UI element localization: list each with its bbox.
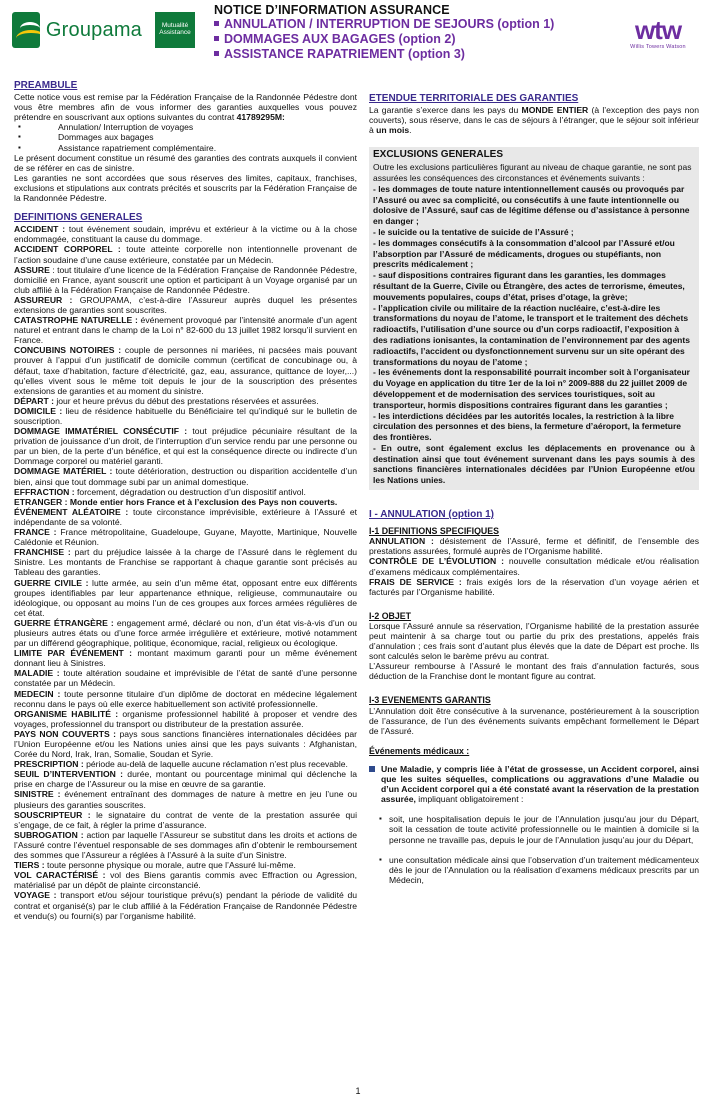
definition-term: CATASTROPHE NATURELLE : <box>14 315 138 326</box>
territoriale-text: . <box>409 125 412 136</box>
definition-text: : tout titulaire d’une licence de la Fédération Française de Randonnée Pédestre, domicilié en France, ayant souscrit une option et participant à un Voyage organisé par un club affilié à la Fédération Française de Randonnée Pédestre. <box>14 264 357 295</box>
definition-text: forcement, dégradation ou destruction d’un dispositif antivol. <box>74 486 306 497</box>
definition-term: GUERRE CIVILE : <box>14 577 89 588</box>
definition-term: ORGANISME HABILITÉ : <box>14 708 119 719</box>
preambule-paragraph-3: Les garanties ne sont accordées que sous réserves des limites, capitaux, franchises, exclusions et stipulations aux contrats précités et souscrits par la Fédération Française de la Randonnée Pédestre. <box>14 172 357 204</box>
definition-text: pays sous sanctions financières internationales décidées par l’Union Européenne et/ou les Nations unies ainsi que les pays suivants : Afghanistan, Corée du Nord, Irak, Iran, Somalie, Soudan et Syrie. <box>14 728 357 760</box>
specific-definition-term: ANNULATION : <box>369 536 434 547</box>
definition-text: période au-delà de laquelle aucune réclamation n’est plus recevable. <box>83 759 348 770</box>
definition-term: VOL CARACTÉRISÉ : <box>14 870 106 881</box>
definition-item <box>14 668 357 688</box>
definition-item <box>14 618 357 648</box>
definition-term: FRANCHISE : <box>14 547 71 558</box>
definition-term: ACCIDENT : <box>14 224 66 235</box>
definition-term: DOMMAGE IMMATÉRIEL CONSÉCUTIF : <box>14 426 188 437</box>
definition-item <box>14 466 357 486</box>
exclusion-item: - l’application civile ou militaire de la réaction nucléaire, c’est-à-dire les transformations du noyau de l’atome, le transport et le traitement des déchets radioactifs, l’utilisation d’une source ou d’un corps radioactif, l’exposition à des radiations ionisantes, la contamination de l’environnement par des agents radioactifs, l’accident ou dysfonctionnement survenu sur un site opérant des transformations du noyau de l’atome ; <box>373 302 690 367</box>
definition-item <box>14 860 357 870</box>
definition-text: toute altération soudaine et imprévisible de l’état de santé d’une personne constatée par un Médecin. <box>14 668 357 689</box>
preambule-paragraph-2: Le présent document constitue un résumé des garanties des contrats auxquels il convient de se référer en cas de sinistre. <box>14 152 357 173</box>
definition-text: montant maximum garanti pour un même événement donnant lieu à Sinistres. <box>14 648 357 669</box>
subsection-heading-i1: I-1 DEFINITIONS SPECIFIQUES <box>369 526 500 537</box>
definition-item <box>14 265 357 295</box>
specific-definition-text: nouvelle consultation médicale et/ou réalisation d’examens médicaux complémentaires. <box>369 556 699 577</box>
exclusion-item: - En outre, sont également exclus les déplacements en provenance ou à destination ainsi que tout événement survenant dans les pays soumis à des sanctions financières internationales décidées par l’Union Européenne et/ou les Nations unies. <box>373 442 695 486</box>
specific-definition-text: désistement de l’Assuré, ferme et définitif, de l’ensemble des prestations assurées, formulé auprès de l’Organisme habilité. <box>369 536 699 557</box>
preambule-bullet-1 <box>18 122 357 132</box>
evenements-paragraph: L’Annulation doit être consécutive à la survenance, postérieurement à la souscription de l’assurance, de l’un des événements suivants empêchant formellement le Départ de l’Assuré. <box>369 705 699 736</box>
definition-item <box>14 689 357 709</box>
objet-paragraph-2: L’Assureur rembourse à l’Assuré le montant des frais d’annulation facturés, sous déduction de la Franchise dont le montant figure au contrat. <box>369 661 699 682</box>
definition-item <box>14 497 357 507</box>
definition-term: TIERS : <box>14 860 45 871</box>
groupama-logo <box>12 12 142 48</box>
specific-definition-item <box>369 577 699 597</box>
definition-term: MALADIE : <box>14 668 60 679</box>
definition-text: le signataire du contrat de vente de la prestation assurée qui s’engage, de ce fait, à régler la prime d’assurance. <box>14 809 357 830</box>
option-title-3 <box>214 47 604 62</box>
definition-term: DOMICILE : <box>14 405 63 416</box>
definition-item <box>14 244 357 264</box>
definition-term: ACCIDENT CORPOREL : <box>14 244 121 255</box>
definition-text: Monde entier hors France et à l’exclusion des Pays non couverts. <box>67 496 338 507</box>
definition-text: vol des Biens garantis commis avec Effraction ou Agression, matérialisé par un dépôt de plainte circonstancié. <box>14 870 357 891</box>
definition-text: France métropolitaine, Guadeloupe, Guyane, Mayotte, Martinique, Nouvelle Calédonie et Réunion. <box>14 527 357 548</box>
definition-item <box>14 810 357 830</box>
definition-term: EFFRACTION : <box>14 486 75 497</box>
wtw-logo-subtitle: Willis Towers Watson <box>630 44 686 50</box>
territoriale-paragraph <box>369 105 699 135</box>
specific-definition-item <box>369 556 699 576</box>
territoriale-monde-entier: MONDE ENTIER <box>521 105 589 116</box>
option-title-2-text: DOMMAGES AUX BAGAGES (option 2) <box>224 32 456 46</box>
definition-term: DÉPART : <box>14 395 54 406</box>
exclusion-item: - sauf dispositions contraires figurant dans les garanties, les dommages résultant de la Guerre, Civile ou Étrangère, des actes de terrorisme, émeutes, mouvements populaires, coups d’état, prises d’otage, la grève; <box>373 270 685 302</box>
specific-definition-text: frais exigés lors de la réservation d’un voyage aérien et facturés par l’Organisme habilité. <box>369 576 699 597</box>
exclusion-item: - les événements dont la responsabilité pourrait incomber soit à l’organisateur du Voyage en application du titre 1er de la loi n° 2009-888 du 22 juillet 2009 de développement et de modernisation des services touristiques, soit au transporteur, hormis dispositions contraires figurant dans les garanties ; <box>373 367 690 410</box>
definition-text: tout événement soudain, imprévu et extérieur à la victime ou à la chose endommagée, constituant la cause du dommage. <box>14 224 358 245</box>
definition-term: SINISTRE : <box>14 789 61 800</box>
definition-term: SUBROGATION : <box>14 829 84 840</box>
definition-item <box>14 295 357 315</box>
definition-term: MEDECIN : <box>14 688 61 699</box>
medical-events-heading: Événements médicaux : <box>369 745 470 756</box>
definition-text: toute personne physique ou morale, autre que l’Assuré lui-même. <box>44 860 296 871</box>
notice-title-block <box>214 3 604 62</box>
definition-text: action par laquelle l’Assureur se substitut dans les droits et actions de l’Assuré contre l’éventuel responsable de ses dommages afin d’obtenir le remboursement des sommes que l’Assureur a réglées à l’Assuré à la suite d’un Sinistre. <box>14 829 357 861</box>
specific-definition-item <box>369 536 699 556</box>
definition-term: SEUIL D’INTERVENTION : <box>14 769 123 780</box>
definition-term: ETRANGER : <box>14 496 68 507</box>
notice-title: NOTICE D’INFORMATION ASSURANCE <box>214 3 450 17</box>
subsection-heading-i2: I-2 OBJET <box>369 610 412 621</box>
preambule-bullet-3 <box>18 143 357 153</box>
mutualite-logo-line1: Mutualité <box>161 22 189 29</box>
definition-text: durée, montant ou pourcentage minimal qui déclenche la prise en charge de l’Assureur ou la mise en œuvre de sa garantie. <box>14 769 357 790</box>
definition-item <box>14 487 357 497</box>
definition-item <box>14 547 357 577</box>
exclusion-item: - les dommages de toute nature intentionnellement causés ou provoqués par l’Assuré ou avec sa complicité, ou consécutifs à une faute intentionnelle ou dolosive de l’Assuré, sauf cas de légitime défense ou d’assistance à personne en danger ; <box>373 183 690 227</box>
bullet-square-icon <box>214 51 219 56</box>
option-title-2 <box>214 32 604 47</box>
definition-item <box>14 578 357 618</box>
groupama-logo-text: Groupama <box>45 18 142 41</box>
preambule-text: Cette notice vous est remise par la Fédération Française de la Randonnée Pédestre dont vous être membres afin de vous informer des garanties auxquelles vous pouvez prétendre en souscrivant aux options suivantes du contrat <box>14 92 357 123</box>
section-heading-definitions: DEFINITIONS GENERALES <box>14 212 143 224</box>
territoriale-duration: un mois <box>376 125 410 136</box>
definition-text: engagement armé, déclaré ou non, d’un état vis-à-vis d’un ou plusieurs autres états ou d’une force armée irrégulière et extérieure, motivé notamment par un différend géographique, politique, économique, racial, religieux ou écologique. <box>14 617 358 649</box>
definitions-list <box>14 224 357 920</box>
definition-term: DOMMAGE MATÉRIEL : <box>14 466 113 477</box>
definition-text: part du préjudice laissée à la charge de l’Assuré dans le règlement du Sinistre. Les montants de Franchise se rapportant à chaque garantie sont précisés au Tableau des garanties. <box>14 547 358 578</box>
preambule-paragraph-1 <box>14 92 357 122</box>
exclusions-box <box>369 147 699 490</box>
medical-condition-1: ▪ soit, une hospitalisation depuis le jour de l’Annulation jusqu’au jour du Départ, soit la cessation de toute activité professionnelle ou le maintien à domicile si la personne ne travaille pas, depuis le jour de l’Annulation jusqu’au jour du Départ, <box>379 814 699 844</box>
preambule-bullet-text: Dommages aux bagages <box>58 132 154 143</box>
definition-text: tout préjudice pécuniaire résultant de la privation de jouissance d’un droit, de l’interruption d’un service rendu par une personne ou par un bien, de la perte d’un bénéfice, et qui est la conséquence directe ou indirecte d’un Dommage corporel ou matériel garanti. <box>14 426 358 467</box>
right-column <box>369 80 699 885</box>
medical-event-item <box>369 764 699 804</box>
exclusion-item: - le suicide ou la tentative de suicide de l’Assuré ; <box>373 226 574 237</box>
definition-text: jour et heure prévus du début des prestations réservées et assurées. <box>53 395 319 406</box>
option-title-1-text: ANNULATION / INTERRUPTION DE SEJOURS (option 1) <box>224 17 555 31</box>
exclusions-intro: Outre les exclusions particulières figurant au niveau de chaque garantie, ne sont pas assurées les conséquences des circonstances et événements suivants : <box>373 162 692 183</box>
territoriale-text: La garantie s’exerce dans les pays du <box>369 105 522 116</box>
definition-text: lieu de résidence habituelle du Bénéficiaire tel qu’indiqué sur le bulletin de souscription. <box>14 405 357 426</box>
definition-term: VOYAGE : <box>14 890 57 901</box>
definition-item <box>14 890 357 920</box>
territoriale-text: (à l’exception des pays non couverts), sous réserve, dans le cas de séjours à l’étranger, que le séjour soit inférieur à <box>369 105 699 136</box>
definition-term: PAYS NON COUVERTS : <box>14 728 117 739</box>
definition-text: toute détérioration, destruction ou disparition accidentelle d’un bien, ainsi que tout dommage subi par un animal domestique. <box>14 466 357 487</box>
definition-text: organisme professionnel habilité à proposer et vendre des voyages, professionnel du transport ou distributeur de la prestation assurée. <box>14 708 357 729</box>
preambule-bullet-text: Annulation/ Interruption de voyages <box>58 122 194 133</box>
definition-item <box>14 527 357 547</box>
definition-text: toute atteinte corporelle non intentionnelle provenant de l’action soudaine d’une cause extérieure, constatée par un Médecin. <box>14 244 357 265</box>
option-title-3-text: ASSISTANCE RAPATRIEMENT (option 3) <box>224 47 465 61</box>
definition-text: transport et/ou séjour touristique prévu(s) pendant la période de validité du contrat et organisé(s) par le club affilié à la Fédération Française de Randonnée Pédestre et vendu(s) ou fourni(s) par l’organisme habilité. <box>14 890 358 921</box>
definition-item <box>14 830 357 860</box>
definition-text: toute personne titulaire d’un diplôme de doctorat en médecine légalement reconnu dans le pays où elle exerce habituellement son activité professionnelle. <box>14 688 357 709</box>
contract-number: 41789295M: <box>236 112 285 123</box>
preambule-bullet-2 <box>18 132 357 142</box>
definition-text: événement entraînant des dommages de nature à mettre en jeu l’une ou plusieurs des garanties souscrites. <box>14 789 357 810</box>
definition-item <box>14 345 357 395</box>
definition-item <box>14 426 357 466</box>
definition-text: couple de personnes ni mariées, ni pacsées mais pouvant prouver à l’appui d’un justificatif de domicile commun (certificat de concubinage ou, à défaut, taxe d’habitation, facture d’électricité, gaz, eau, assurance, quittance de loyer,...) qu’elles vivent sous le même toit depuis le jour de la souscription des présentes extensions de garanties et au moment du sinistre. <box>14 345 357 396</box>
definition-item <box>14 396 357 406</box>
definition-text: toute circonstance imprévisible, extérieure à l’Assuré et indépendante de sa volonté. <box>14 506 357 527</box>
definition-item <box>14 406 357 426</box>
definition-term: SOUSCRIPTEUR : <box>14 809 91 820</box>
definition-item <box>14 870 357 890</box>
wtw-logo <box>608 16 708 50</box>
definition-text: GROUPAMA, c’est-à-dire l’Assureur auprès duquel les présentes extensions de garanties sont souscrites. <box>14 294 357 315</box>
definition-term: GUERRE ÉTRANGÈRE : <box>14 617 114 628</box>
page-number: 1 <box>355 1086 361 1096</box>
document-header <box>0 0 716 78</box>
definition-term: LIMITE PAR ÉVÉNEMENT : <box>14 648 132 659</box>
definition-item <box>14 759 357 769</box>
definition-term: CONCUBINS NOTOIRES : <box>14 345 122 356</box>
wtw-logo-mark: wtw <box>634 15 682 45</box>
definition-item <box>14 709 357 729</box>
exclusions-list <box>373 184 695 486</box>
definition-text: lutte armée, au sein d’un même état, opposant entre eux différents groupes identifiables par leur appartenance ethnique, religieuse, communautaire ou idéologique, ou opposant au moins l’un de ces groupes aux forces armées régulières de cet état. <box>14 577 357 618</box>
bullet-square-icon <box>214 21 219 26</box>
definition-term: PRESCRIPTION : <box>14 759 84 770</box>
definition-item <box>14 224 357 244</box>
section-heading-annulation: I - ANNULATION (option 1) <box>369 509 494 521</box>
definition-term: ÉVÉNEMENT ALÉATOIRE : <box>14 506 129 517</box>
definition-term: FRANCE : <box>14 527 57 538</box>
definition-item <box>14 769 357 789</box>
definition-item <box>14 507 357 527</box>
definition-item <box>14 648 357 668</box>
subsection-heading-i3: I-3 EVENEMENTS GARANTIS <box>369 695 491 706</box>
definition-term: ASSUREUR : <box>14 294 73 305</box>
medical-event-text: Une Maladie, y compris liée à l’état de grossesse, un Accident corporel, ainsi que les suites séquelles, complications ou aggravations d’une Maladie ou d’un Accident corporel qui a été constaté avant la réservation de la prestation assurée, <box>381 763 699 805</box>
definition-item <box>14 729 357 759</box>
bullet-square-icon <box>214 36 219 41</box>
medical-condition-2: ▪ une consultation médicale ainsi que l’observation d’un traitement médicamenteux dès le jour de l’Annulation ou la réalisation d’examens médicaux prescrits par un Médecin, <box>379 855 699 885</box>
definition-item <box>14 789 357 809</box>
section-heading-preambule: PREAMBULE <box>14 80 78 91</box>
left-column <box>14 80 357 921</box>
specific-definition-term: CONTRÔLE DE L’ÉVOLUTION : <box>369 556 504 567</box>
specific-definition-term: FRAIS DE SERVICE : <box>369 576 462 587</box>
section-heading-territoriale: ETENDUE TERRITORIALE DES GARANTIES <box>369 93 579 104</box>
exclusion-item: - les interdictions décidées par les autorités locales, la restriction à la libre circulation des personnes et des biens, la fermeture d’aéroport, la fermeture des frontières. <box>373 410 681 443</box>
mutualite-logo-line2: Assistance <box>159 29 191 36</box>
exclusions-heading: EXCLUSIONS GENERALES <box>373 149 504 161</box>
option-title-1 <box>214 17 604 32</box>
groupama-logo-mark <box>12 12 40 48</box>
mutualite-assistance-logo <box>155 12 195 48</box>
definition-item <box>14 315 357 345</box>
preambule-bullet-text: Assistance rapatriement complémentaire. <box>58 142 217 153</box>
objet-paragraph-1: Lorsque l’Assuré annule sa réservation, l’Organisme habilité de la prestation assurée peut maintenir à sa charge tout ou partie du prix des prestations, appelés frais d’annulation ; ces frais sont d’autant plus élevés que la date de Départ est proche. Ils sont calculés selon le barème prévu au contrat. <box>369 620 699 662</box>
definition-term: ASSURE <box>14 264 50 275</box>
definition-text: événement provoqué par l’intensité anormale d’un agent naturel et entrant dans le champ de la Loi n° 82-600 du 13 juillet 1982 lorsqu’il survient en France. <box>14 315 357 346</box>
exclusion-item: - les dommages consécutifs à la consommation d’alcool par l’Assuré et/ou l’absorption par l’Assuré de médicaments, drogues ou stupéfiants, non prescrits médicalement ; <box>373 237 675 270</box>
specific-definitions-list <box>369 536 699 597</box>
medical-event-tail: impliquant obligatoirement : <box>415 794 524 805</box>
